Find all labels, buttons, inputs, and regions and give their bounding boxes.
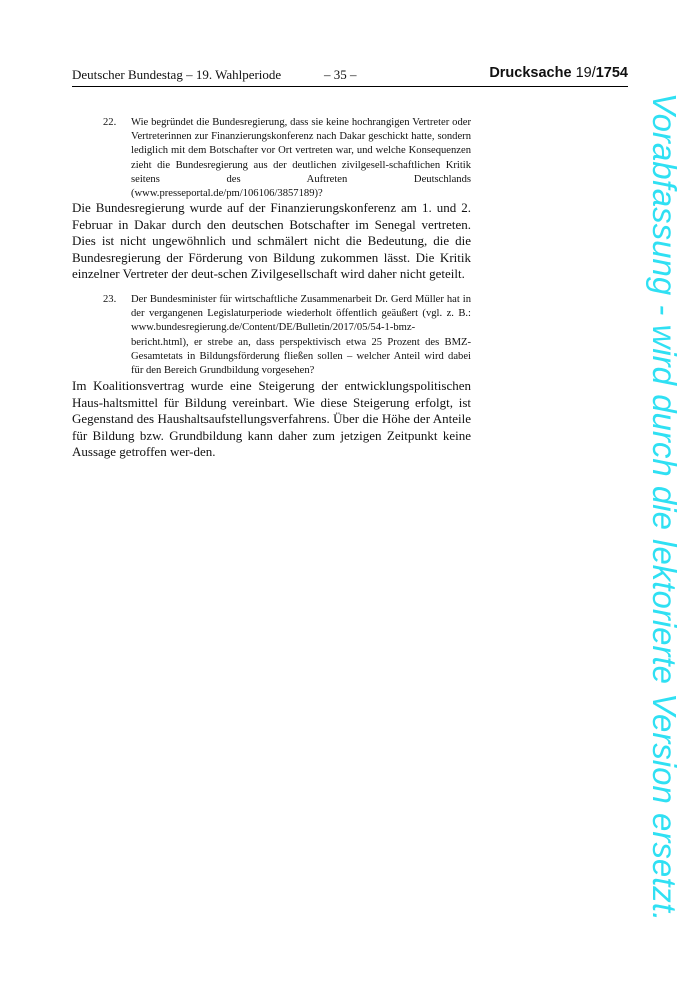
answer-23: Im Koalitionsvertrag wurde eine Steigerung der entwicklungspolitischen Haus-haltsmittel für Bildung vereinbart. Wie diese Steigerung erfolgt, ist Gegenstand des Haushaltsaufstellungsverfahrens. Über die Höhe der Anteile für Bildung bzw. Grundbildung kann daher zum jetzigen Zeitpunkt keine Aussage getroffen wer-den.	[72, 378, 471, 460]
watermark-text: Vorabfassung - wird durch die lektorierte Version ersetzt.	[646, 92, 683, 922]
answer-22: Die Bundesregierung wurde auf der Finanzierungskonferenz am 1. und 2. Februar in Dakar durch den deutschen Botschafter im Senegal vertreten. Dies ist nicht ungewöhnlich und schmälert nicht die Bedeutung, die die Bundesregierung der Förderung von Bildung zukommen lässt. Die Kritik einzelner Vertreter der deut-schen Zivilgesellschaft wird daher nicht geteilt.	[72, 200, 471, 282]
question-23	[103, 293, 471, 378]
header-drucksache-number: 1754	[595, 65, 628, 81]
page-header	[72, 66, 628, 87]
question-text: Der Bundesminister für wirtschaftliche Zusammenarbeit Dr. Gerd Müller hat in der vergangenen Legislaturperiode wiederholt öffentlich geäußert (vgl. z. B.: www.bundesregierung.de/Content/DE/Bulletin/2017/05/54-1-bmz-bericht.html), er strebe an, dass perspektivisch etwa 25 Prozent des BMZ-Gesamtetats in Bildungsförderung fließen sollen – welcher Anteil wird dabei für den Bereich Grundbildung vorgesehen?	[131, 294, 471, 377]
question-number: 23.	[103, 294, 117, 305]
question-text: Wie begründet die Bundesregierung, dass sie keine hochrangigen Vertreter oder Vertreterinnen zur Finanzierungskonferenz nach Dakar geschickt hatte, sondern lediglich mit dem Botschafter vor Ort vertreten war, und welche Konsequenzen zieht die Bundesregierung aus der deutlichen zivilgesell-schaftlichen Kritik seitens des Auftreten Deutschlands (www.presseportal.de/pm/106106/3857189)?	[131, 117, 471, 200]
header-period: 19/	[575, 65, 596, 81]
header-drucksache-label: Drucksache	[489, 65, 576, 81]
question-22	[103, 116, 471, 201]
header-publication: Deutscher Bundestag – 19. Wahlperiode	[72, 67, 282, 82]
header-document-number	[489, 65, 628, 82]
draft-watermark	[628, 92, 700, 922]
header-page-number: – 35 –	[324, 67, 357, 82]
question-number: 22.	[103, 117, 117, 128]
